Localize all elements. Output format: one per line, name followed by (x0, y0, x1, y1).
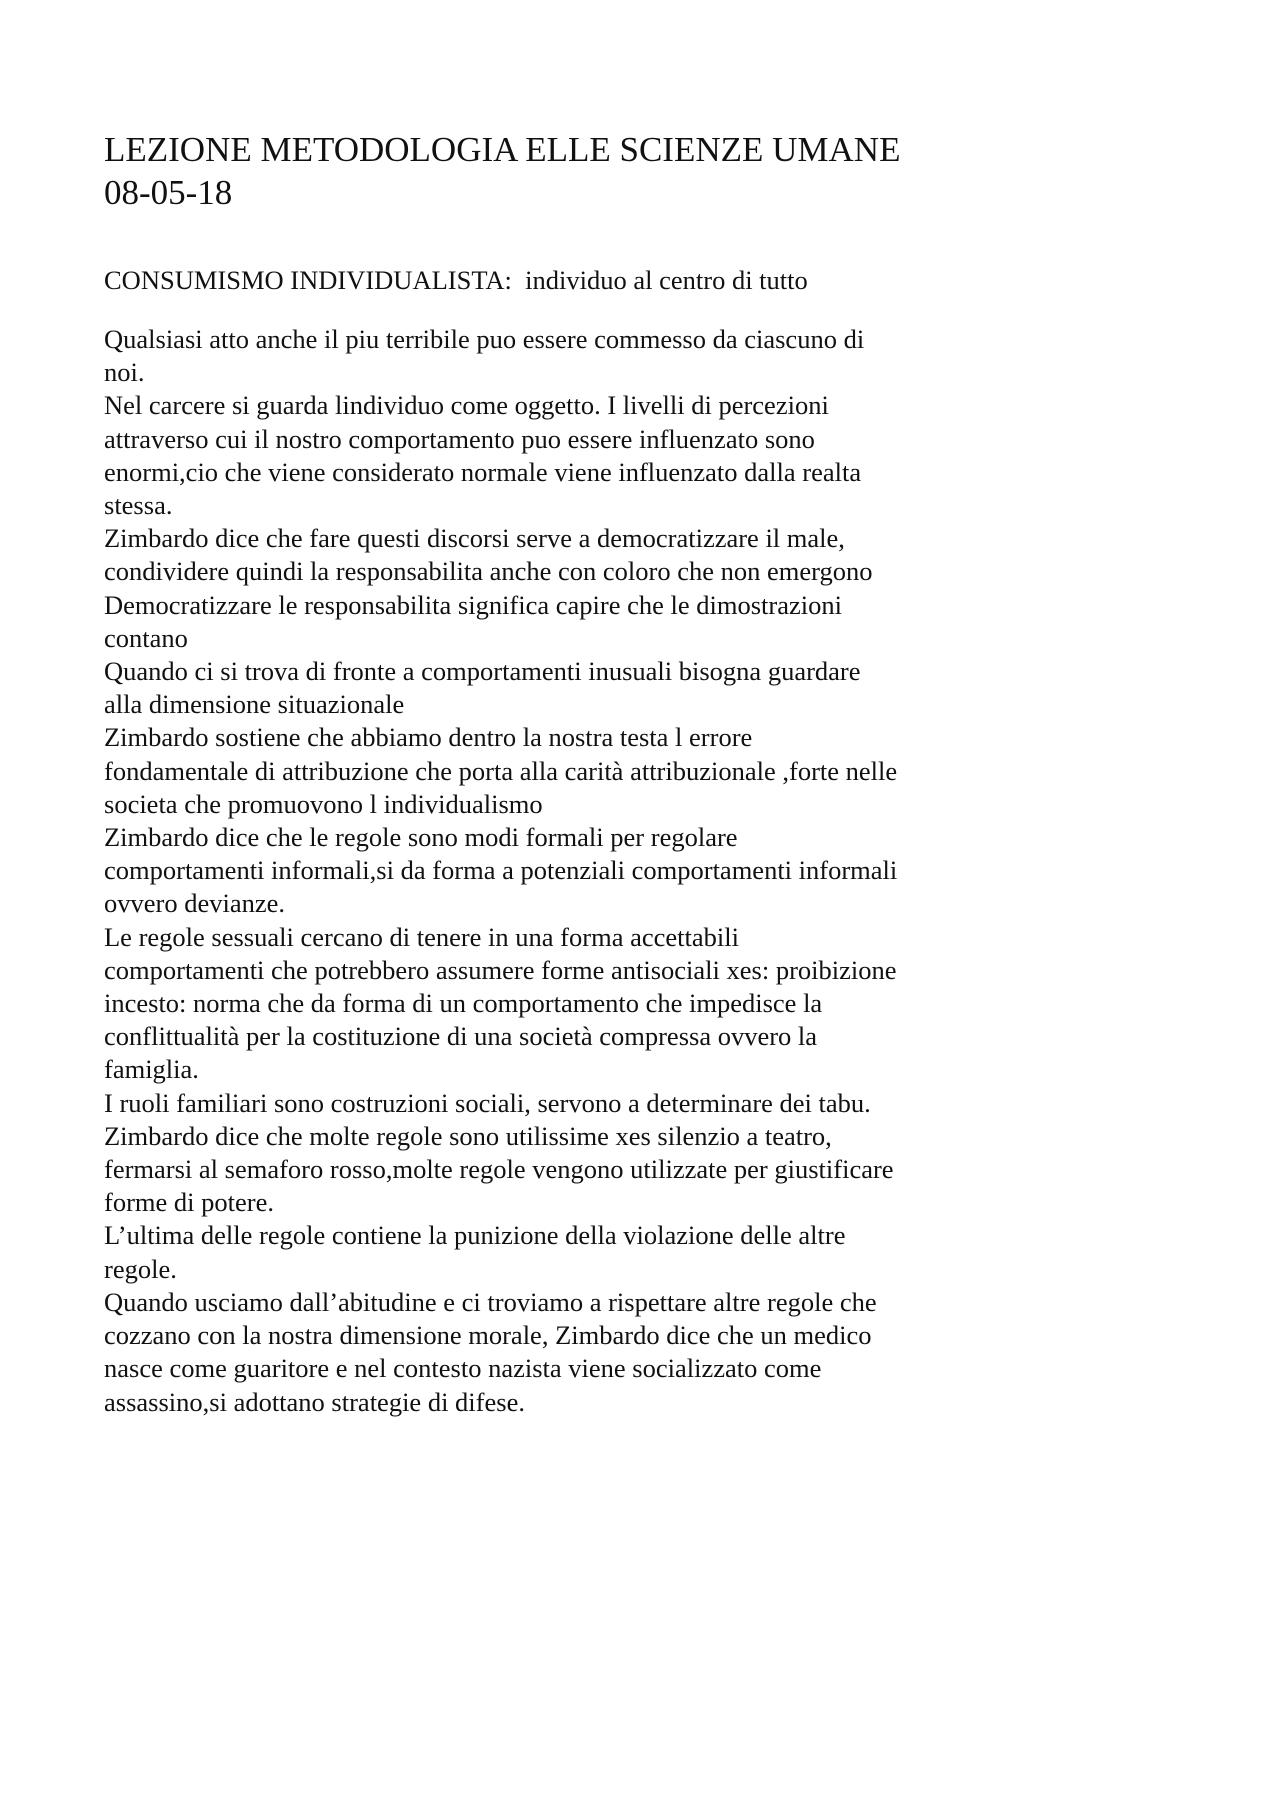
body-line: conflittualità per la costituzione di una società compressa ovvero la (104, 1021, 818, 1052)
title-date-line: 08-05-18 (104, 173, 233, 212)
body-line: famiglia. (104, 1054, 199, 1085)
body-line: fermarsi al semaforo rosso,molte regole vengono utilizzate per giustificare (104, 1154, 894, 1185)
body-line: Qualsiasi atto anche il piu terribile puo essere commesso da ciascuno di (104, 324, 865, 354)
body-line: noi. (104, 357, 145, 388)
body-line: contano (104, 622, 188, 653)
title-line: LEZIONE METODOLOGIA ELLE SCIENZE UMANE (104, 130, 901, 169)
body-line: incesto: norma che da forma di un comportamento che impedisce la (104, 988, 823, 1019)
document-content (104, 128, 1004, 1419)
body-line: stessa. (104, 490, 173, 521)
document-body (104, 323, 1004, 1419)
document-title (104, 128, 1004, 214)
body-line: fondamentale di attribuzione che porta alla carità attribuzionale ,forte nelle (104, 755, 898, 786)
body-line: ovvero devianze. (104, 888, 285, 919)
body-line: Quando ci si trova di fronte a comportamenti inusuali bisogna guardare (104, 656, 861, 687)
body-line: comportamenti informali,si da forma a potenziali comportamenti informali (104, 855, 898, 886)
body-line: L’ultima delle regole contiene la punizione della violazione delle altre (104, 1220, 846, 1251)
body-line: Democratizzare le responsabilita significa capire che le dimostrazioni (104, 589, 842, 620)
body-line: Zimbardo dice che le regole sono modi formali per regolare (104, 822, 738, 853)
body-line: alla dimensione situazionale (104, 689, 405, 720)
body-line: comportamenti che potrebbero assumere forme antisociali xes: proibizione (104, 954, 897, 985)
body-line: forme di potere. (104, 1187, 274, 1218)
body-line: societa che promuovono l individualismo (104, 788, 543, 819)
body-line: Quando usciamo dall’abitudine e ci troviamo a rispettare altre regole che (104, 1286, 877, 1317)
body-line: attraverso cui il nostro comportamento puo essere influenzato sono (104, 423, 815, 454)
body-line: Nel carcere si guarda lindividuo come oggetto. I livelli di percezioni (104, 390, 829, 421)
body-line: Le regole sessuali cercano di tenere in una forma accettabili (104, 921, 739, 952)
body-line: Zimbardo dice che molte regole sono utilissime xes silenzio a teatro, (104, 1120, 832, 1151)
body-line: assassino,si adottano strategie di difese. (104, 1386, 525, 1417)
section-heading: CONSUMISMO INDIVIDUALISTA: individuo al centro di tutto (104, 265, 808, 295)
body-line: regole. (104, 1253, 177, 1284)
body-line: enormi,cio che viene considerato normale viene influenzato dalla realta (104, 456, 862, 487)
body-line: I ruoli familiari sono costruzioni sociali, servono a determinare dei tabu. (104, 1087, 871, 1118)
body-line: cozzano con la nostra dimensione morale, Zimbardo dice che un medico (104, 1320, 872, 1351)
body-line: Zimbardo sostiene che abbiamo dentro la nostra testa l errore (104, 722, 753, 753)
body-line: nasce come guaritore e nel contesto nazista viene socializzato come (104, 1353, 822, 1384)
body-line: Zimbardo dice che fare questi discorsi serve a democratizzare il male, (104, 523, 845, 554)
body-line: condividere quindi la responsabilita anche con coloro che non emergono (104, 556, 873, 587)
